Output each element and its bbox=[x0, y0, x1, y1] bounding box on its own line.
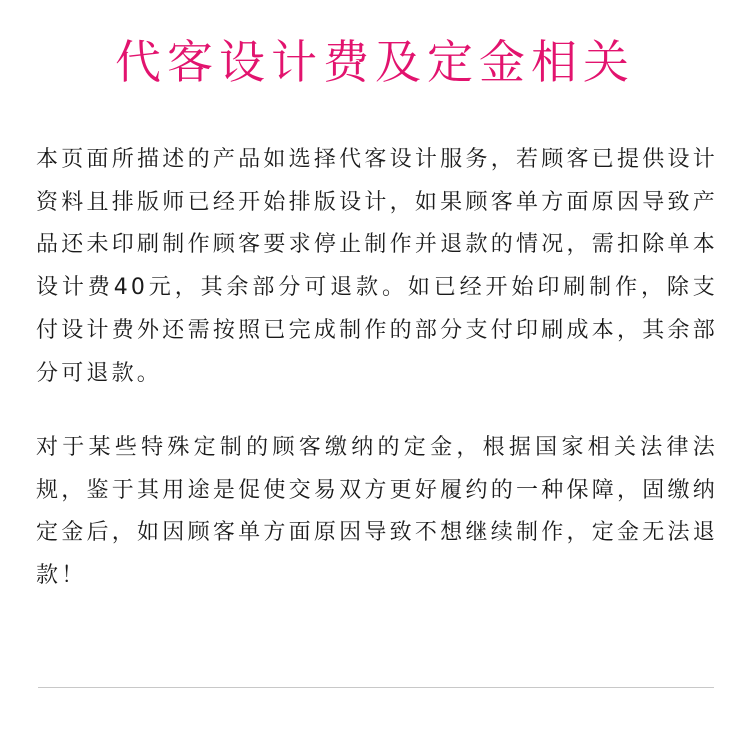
bottom-divider bbox=[38, 687, 714, 688]
deposit-paragraph: 对于某些特殊定制的顾客缴纳的定金，根据国家相关法律法规，鉴于其用途是促使交易双方更好履约的一种保障，固缴纳定金后，如因顾客单方面原因导致不想继续制作，定金无法退款！ bbox=[36, 435, 718, 589]
design-fee-paragraph: 本页面所描述的产品如选择代客设计服务，若顾客已提供设计资料且排版师已经开始排版设计，如果顾客单方面原因导致产品还未印刷制作顾客要求停止制作并退款的情况，需扣除单本设计费40元，其余部分可退款。如已经开始印刷制作，除支付设计费外还需按照已完成制作的部分支付印刷成本，其余部分可退款。 bbox=[36, 147, 718, 386]
page-title: 代客设计费及定金相关 bbox=[115, 35, 635, 89]
